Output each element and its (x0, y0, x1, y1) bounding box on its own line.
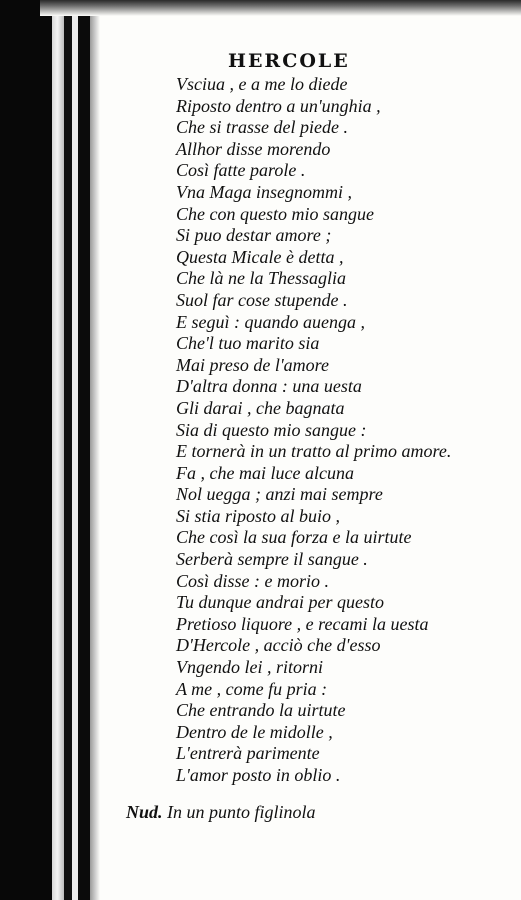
verse-line: E tornerà in un tratto al primo amore. (176, 441, 452, 462)
verse-line: Che entrando la uirtute (176, 700, 346, 721)
speaker-line-text: In un punto figlinola (167, 802, 316, 822)
verse-line: L'amor posto in oblio . (176, 765, 341, 785)
verse-line: E seguì : quando auenga , (176, 311, 365, 332)
verse-line: Che'l tuo marito sia (176, 333, 320, 354)
verse-line: D'altra donna : una uesta (176, 376, 362, 397)
verse-line: Fa , che mai luce alcuna (176, 462, 354, 483)
verse-line: Riposto dentro a un'unghia , (176, 95, 381, 116)
page-edge-inner (78, 0, 90, 900)
verse-line: Tu dunque andrai per questo (176, 592, 385, 613)
verse-line: Nol uegga ; anzi mai sempre (176, 484, 383, 505)
verse-line: L'entrerà parimente (176, 743, 320, 764)
verse-line: Serberà sempre il sangue . (176, 549, 368, 570)
book-binding (0, 0, 52, 900)
gutter-shadow (90, 0, 100, 900)
verse-line: Mai preso de l'amore (176, 354, 329, 375)
verse-line: Suol far cose stupende . (176, 289, 348, 310)
verse-line: Sia di questo mio sangue : (176, 419, 367, 440)
verse-line: Pretioso liquore , e recami la uesta (176, 613, 429, 634)
speaker-line (126, 802, 316, 823)
running-head: HERCOLE (228, 50, 350, 72)
page-edge (64, 0, 72, 900)
verse-line: Si puo destar amore ; (176, 225, 332, 246)
verse-line: Così disse : e morio . (176, 570, 329, 591)
verse-line: A me , come fu pria : (176, 678, 328, 699)
verse-line: Che con questo mio sangue (176, 203, 374, 224)
verse-line: Che si trasse del piede . (176, 117, 348, 138)
verse-text (176, 74, 451, 787)
verse-line: D'Hercole , acciò che d'esso (176, 635, 381, 656)
verse-line: Così fatte parole . (176, 160, 306, 181)
verse-line: Allhor disse morendo (176, 138, 331, 159)
verse-line: Si stia riposto al buio , (176, 505, 341, 526)
verse-line: Dentro de le midolle , (176, 721, 333, 742)
verse-line: Questa Micale è detta , (176, 246, 344, 267)
verse-line: Vngendo lei , ritorni (176, 657, 323, 678)
verse-line: Che là ne la Thessaglia (176, 268, 346, 289)
page-fold-highlight (52, 0, 64, 900)
verse-line: Vsciua , e a me lo diede (176, 74, 348, 94)
verse-line: Gli darai , che bagnata (176, 397, 345, 418)
verse-line: Vna Maga insegnommi , (176, 181, 352, 202)
top-page-edge (40, 0, 521, 16)
speaker-name: Nud. (126, 802, 163, 822)
verse-line: Che così la sua forza e la uirtute (176, 527, 412, 548)
